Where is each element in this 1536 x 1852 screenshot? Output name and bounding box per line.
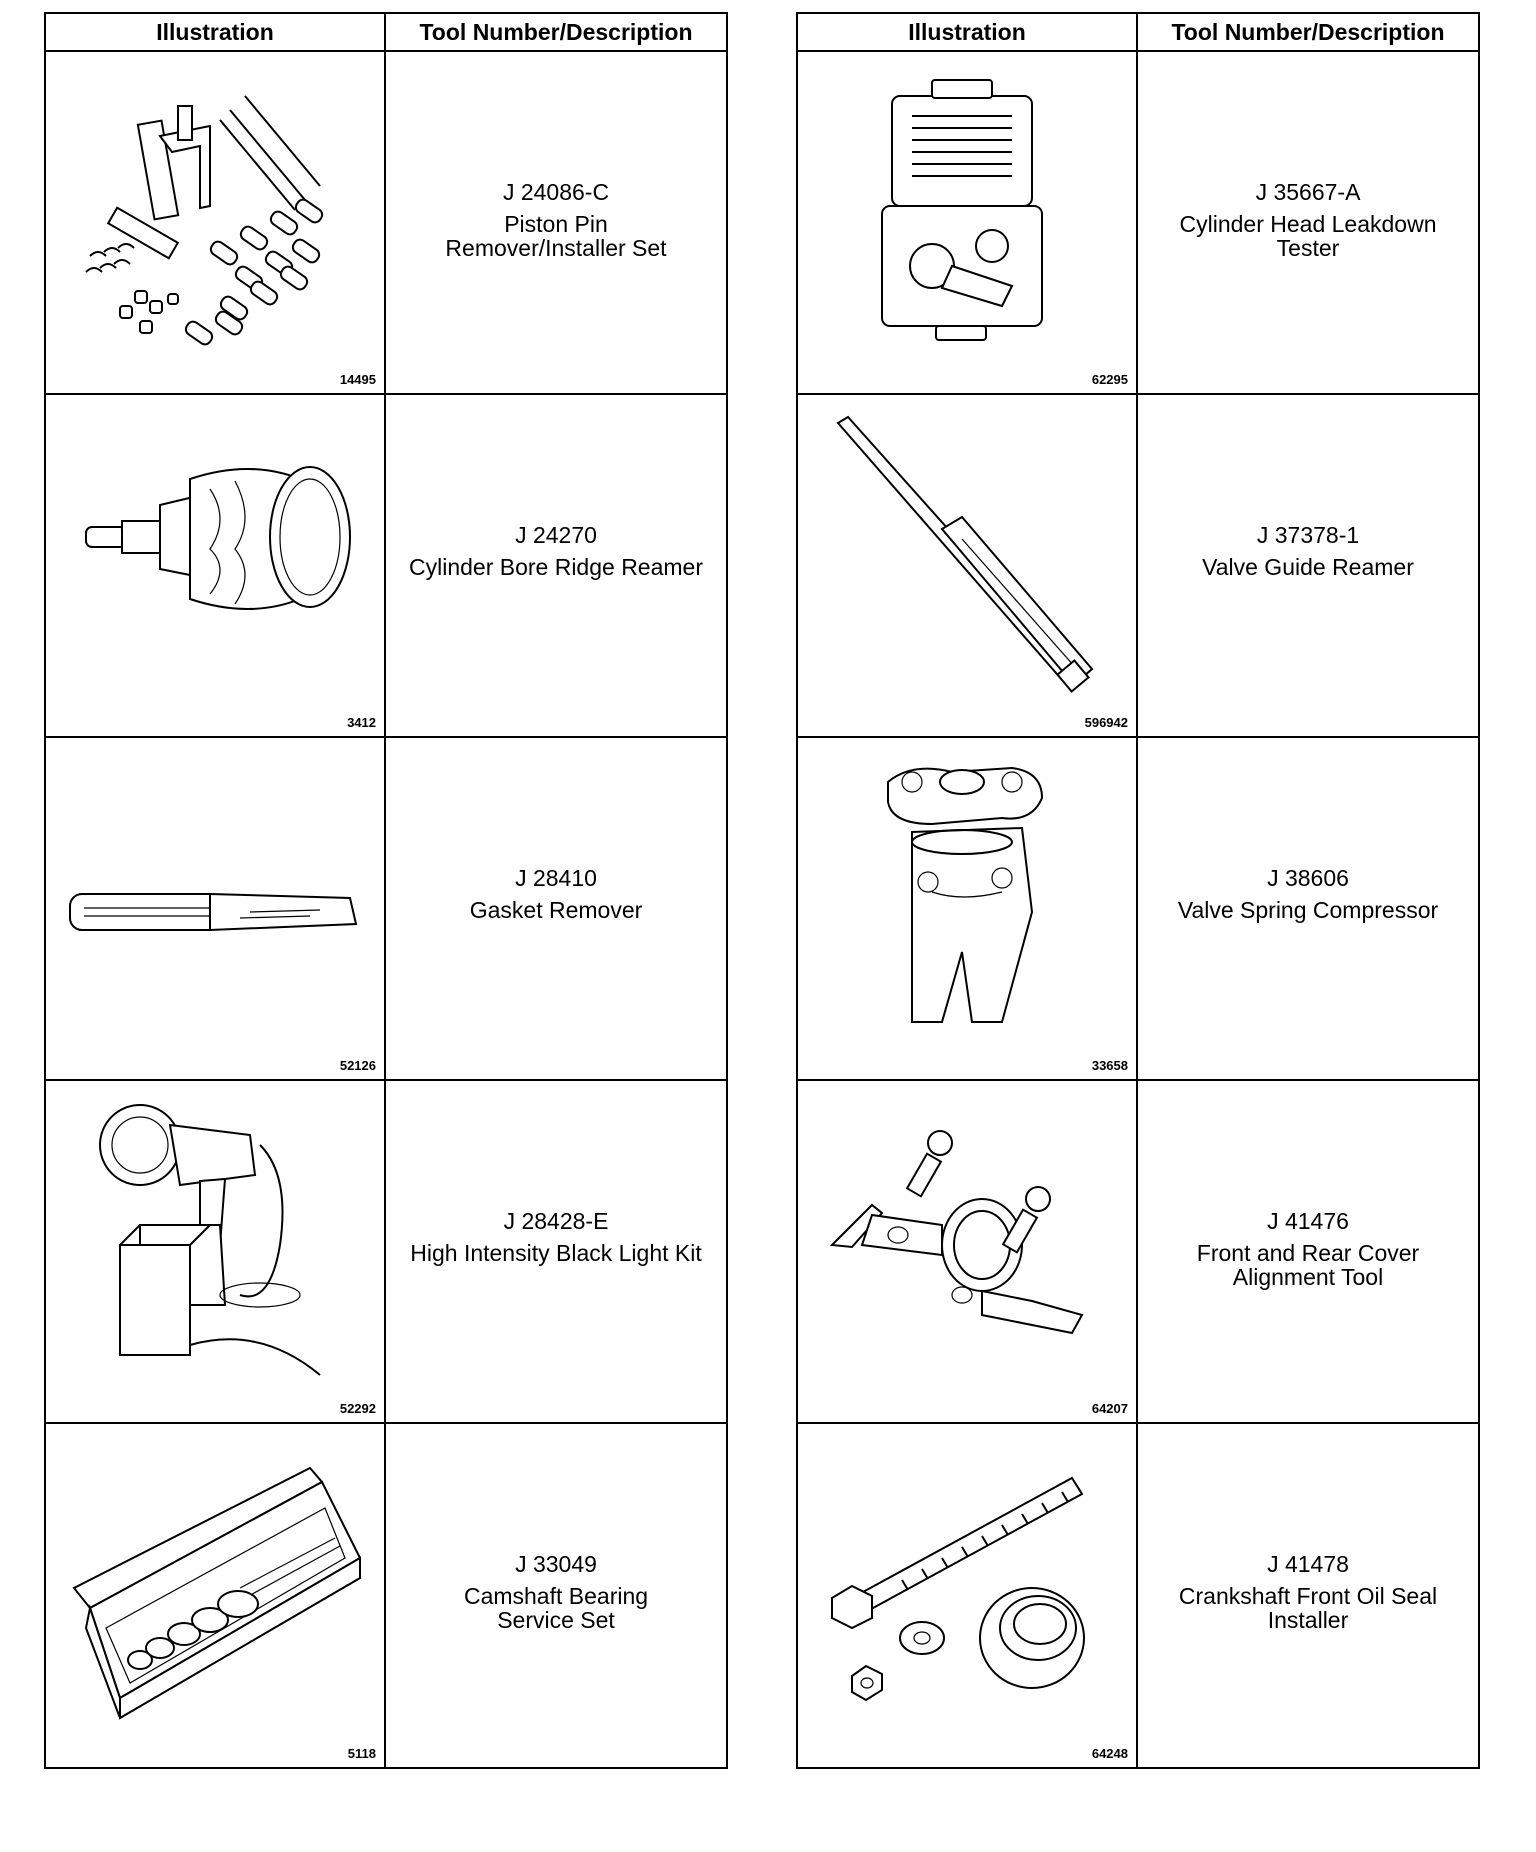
table-row [798, 395, 1478, 738]
figure-number: 33658 [1091, 1058, 1128, 1073]
illustration-cell [46, 1424, 386, 1767]
tool-description: High Intensity Black Light Kit [410, 1240, 702, 1266]
tool-number: J 37378-1 [1256, 522, 1360, 548]
tool-number: J 38606 [1267, 865, 1349, 891]
illustration-cell [46, 395, 386, 736]
table-row [798, 1424, 1478, 1767]
description-cell [386, 52, 726, 393]
description-cell [1138, 1424, 1478, 1767]
tool-number: J 41478 [1267, 1551, 1349, 1577]
piston-pin-set-icon [60, 66, 370, 366]
tool-description: Valve Guide Reamer [1202, 554, 1414, 580]
figure-number: 62295 [1091, 372, 1128, 387]
tool-table-left [44, 12, 728, 1769]
gasket-remover-icon [60, 752, 370, 1052]
leakdown-tester-icon [812, 66, 1122, 366]
table-header [798, 14, 1478, 52]
table-row [46, 1081, 726, 1424]
illustration-cell [798, 52, 1138, 393]
description-cell [386, 1081, 726, 1422]
tool-description: Front and Rear Cover Alignment Tool [1196, 1240, 1420, 1290]
figure-number: 14495 [339, 372, 376, 387]
tool-description: Cylinder Bore Ridge Reamer [408, 554, 703, 580]
table-row [798, 738, 1478, 1081]
header-tool: Tool Number/Description [419, 18, 693, 45]
black-light-icon [60, 1095, 370, 1395]
header-tool: Tool Number/Description [1171, 18, 1445, 45]
illustration-cell [798, 395, 1138, 736]
camshaft-bearing-set-icon [60, 1438, 370, 1738]
valve-guide-reamer-icon [812, 409, 1122, 709]
tool-number: J 24086-C [502, 179, 610, 205]
table-row [46, 52, 726, 395]
tool-number: J 28410 [515, 865, 597, 891]
description-cell [386, 395, 726, 736]
alignment-tool-icon [812, 1095, 1122, 1395]
tool-number: J 24270 [515, 522, 597, 548]
table-row [798, 1081, 1478, 1424]
ridge-reamer-icon [60, 409, 370, 709]
table-row [46, 395, 726, 738]
valve-spring-compressor-icon [812, 752, 1122, 1052]
tool-description: Crankshaft Front Oil Seal Installer [1178, 1583, 1438, 1633]
figure-number: 64207 [1091, 1401, 1128, 1416]
tool-description: Valve Spring Compressor [1177, 897, 1439, 923]
tool-number: J 28428-E [503, 1208, 609, 1234]
description-cell [1138, 1081, 1478, 1422]
figure-number: 52292 [339, 1401, 376, 1416]
illustration-cell [798, 738, 1138, 1079]
table-row [46, 1424, 726, 1767]
description-cell [1138, 738, 1478, 1079]
illustration-cell [798, 1424, 1138, 1767]
illustration-cell [798, 1081, 1138, 1422]
figure-number: 5118 [347, 1746, 376, 1761]
table-row [798, 52, 1478, 395]
oil-seal-installer-icon [812, 1438, 1122, 1738]
tool-description: Cylinder Head Leakdown Tester [1179, 211, 1437, 261]
tool-number: J 41476 [1267, 1208, 1349, 1234]
tool-table-right [796, 12, 1480, 1769]
illustration-cell [46, 52, 386, 393]
description-cell [1138, 52, 1478, 393]
table-header [46, 14, 726, 52]
description-cell [1138, 395, 1478, 736]
tool-description: Piston Pin Remover/Installer Set [445, 211, 667, 261]
figure-number: 64248 [1091, 1746, 1128, 1761]
header-illustration: Illustration [798, 14, 1138, 50]
figure-number: 596942 [1084, 715, 1128, 730]
illustration-cell [46, 738, 386, 1079]
figure-number: 52126 [339, 1058, 376, 1073]
tool-number: J 33049 [515, 1551, 597, 1577]
tool-description: Camshaft Bearing Service Set [463, 1583, 649, 1633]
illustration-cell [46, 1081, 386, 1422]
description-cell [386, 1424, 726, 1767]
description-cell [386, 738, 726, 1079]
table-row [46, 738, 726, 1081]
tool-description: Gasket Remover [469, 897, 643, 923]
header-illustration: Illustration [46, 14, 386, 50]
tool-number: J 35667-A [1255, 179, 1361, 205]
figure-number: 3412 [347, 715, 376, 730]
